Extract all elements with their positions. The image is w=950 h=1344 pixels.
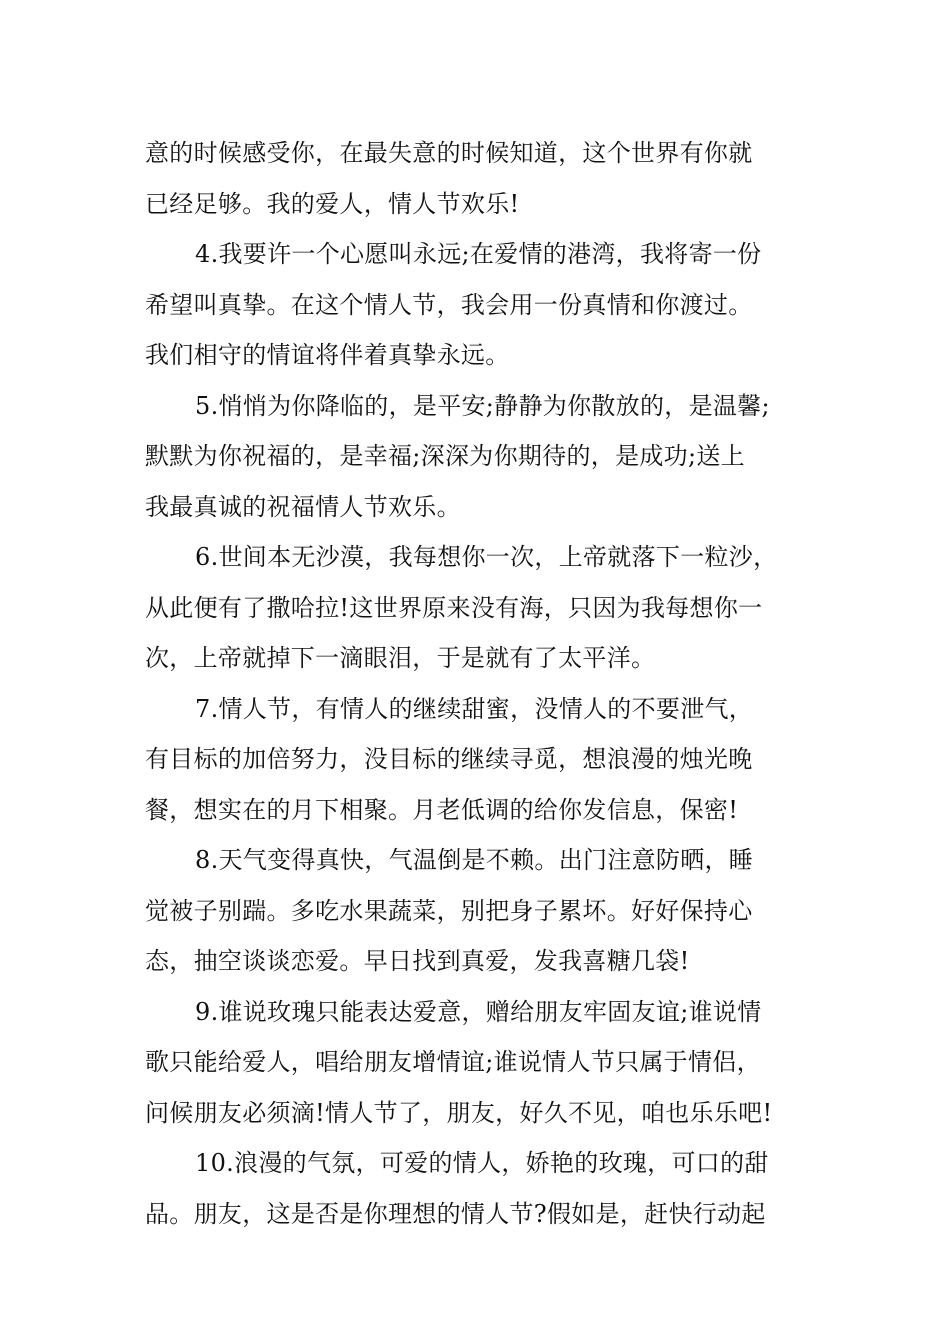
- text-line: 我最真诚的祝福情人节欢乐。: [145, 492, 461, 521]
- text-line: 次，上帝就掉下一滴眼泪，于是就有了太平洋。: [145, 644, 656, 672]
- text-line: 意的时候感受你，在最失意的时候知道，这个世界有你就: [145, 139, 753, 167]
- paragraph-5-start: 5.悄悄为你降临的，是平安;静静为你散放的，是温馨;: [195, 391, 770, 420]
- text-line: 默默为你祝福的，是幸福;深深为你期待的，是成功;送上: [145, 442, 745, 470]
- paragraph-8-start: 8.天气变得真快，气温倒是不赖。出门注意防晒，睡: [195, 846, 754, 874]
- text-line: 从此便有了撒哈拉!这世界原来没有海，只因为我每想你一: [145, 593, 763, 622]
- document-body: [145, 128, 815, 1239]
- paragraph-10-start: 10.浪漫的气氛，可爱的情人，娇艳的玫瑰，可口的甜: [195, 1149, 769, 1177]
- text-line: 有目标的加倍努力，没目标的继续寻觅，想浪漫的烛光晚: [145, 745, 753, 773]
- paragraph-9-start: 9.谁说玫瑰只能表达爱意，赠给朋友牢固友谊;谁说情: [195, 997, 762, 1026]
- text-line: 我们相守的情谊将伴着真挚永远。: [145, 341, 510, 369]
- text-line: 品。朋友，这是否是你理想的情人节?假如是，赶快行动起: [145, 1199, 766, 1228]
- paragraph-4-start: 4.我要许一个心愿叫永远;在爱情的港湾，我将寄一份: [195, 240, 762, 268]
- text-line: 问候朋友必须滴!情人节了，朋友，好久不见，咱也乐乐吧!: [145, 1098, 773, 1127]
- text-line: 歌只能给爱人，唱给朋友增情谊;谁说情人节只属于情侣，: [145, 1048, 761, 1076]
- paragraph-7-start: 7.情人节，有情人的继续甜蜜，没情人的不要泄气，: [195, 694, 754, 723]
- text-line: 觉被子别踹。多吃水果蔬菜，别把身子累坏。好好保持心: [145, 896, 753, 925]
- text-line: 餐，想实在的月下相聚。月老低调的给你发信息，保密!: [145, 795, 739, 824]
- text-line: 希望叫真挚。在这个情人节，我会用一份真情和你渡过。: [145, 290, 753, 319]
- text-line: 态，抽空谈谈恋爱。早日找到真爱，发我喜糖几袋!: [145, 947, 690, 975]
- paragraph-6-start: 6.世间本无沙漠，我每想你一次，上帝就落下一粒沙，: [195, 543, 778, 571]
- text-line: 已经足够。我的爱人，情人节欢乐!: [145, 189, 520, 218]
